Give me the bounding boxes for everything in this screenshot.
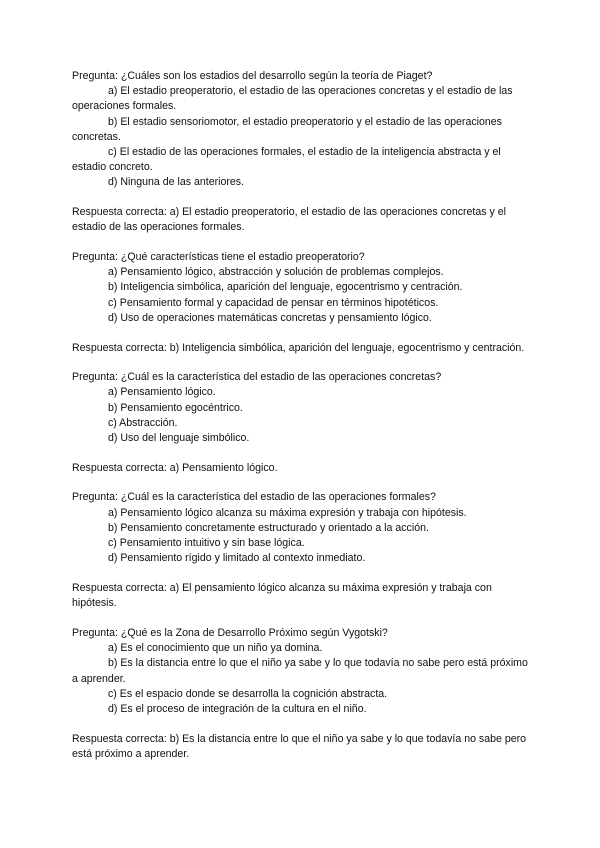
- option-text: a) Pensamiento lógico alcanza su máxima expresión y trabaja con hipótesis.: [108, 506, 467, 519]
- answer-block: [72, 732, 532, 762]
- answer-block: [72, 461, 532, 476]
- answer-block: [72, 205, 532, 235]
- option-text: b) Pensamiento concretamente estructurado y orientado a la acción.: [108, 521, 429, 534]
- option-text: d) Pensamiento rígido y limitado al contexto inmediato.: [108, 552, 366, 565]
- question-block: [72, 490, 532, 566]
- document-page: [72, 69, 532, 777]
- answer-text: Respuesta correcta: a) El estadio preoperatorio, el estadio de las operaciones concretas y el estadio de las operaciones formales.: [72, 206, 506, 234]
- answer-text: Respuesta correcta: a) El pensamiento lógico alcanza su máxima expresión y trabaja con hipótesis.: [72, 581, 492, 610]
- option-text: d) Uso del lenguaje simbólico.: [108, 432, 250, 445]
- option-text: a) Pensamiento lógico, abstracción y solución de problemas complejos.: [108, 266, 444, 279]
- option-text: b) El estadio sensoriomotor, el estadio preoperatorio y el estadio de las operaciones concretas.: [72, 115, 502, 143]
- option-text: c) Es el espacio donde se desarrolla la cognición abstracta.: [108, 687, 388, 700]
- answer-block: [72, 341, 532, 356]
- option-text: d) Es el proceso de integración de la cultura en el niño.: [108, 702, 367, 715]
- question-block: [72, 370, 532, 446]
- question-block: [72, 626, 532, 717]
- option-text: c) El estadio de las operaciones formales, el estadio de la inteligencia abstracta y el estadio concreto.: [72, 146, 501, 174]
- answer-text: Respuesta correcta: b) Es la distancia entre lo que el niño ya sabe y lo que todavía no sabe pero está próximo a aprender.: [72, 732, 527, 760]
- option-text: a) Es el conocimiento que un niño ya domina.: [108, 642, 323, 655]
- answer-block: [72, 581, 532, 611]
- option-text: b) Pensamiento egocéntrico.: [108, 401, 243, 414]
- answer-text: Respuesta correcta: b) Inteligencia simbólica, aparición del lenguaje, egocentrismo y centración.: [72, 341, 525, 354]
- answer-text: Respuesta correcta: a) Pensamiento lógico.: [72, 461, 278, 474]
- question-block: [72, 250, 532, 326]
- option-text: c) Abstracción.: [108, 416, 178, 429]
- option-text: c) Pensamiento intuitivo y sin base lógica.: [108, 537, 305, 550]
- option-text: a) El estadio preoperatorio, el estadio de las operaciones concretas y el estadio de las operaciones formales.: [72, 85, 513, 113]
- option-text: d) Ninguna de las anteriores.: [108, 176, 245, 189]
- question-text: Pregunta: ¿Qué características tiene el estadio preoperatorio?: [72, 251, 365, 264]
- option-text: b) Inteligencia simbólica, aparición del lenguaje, egocentrismo y centración.: [108, 281, 463, 294]
- question-text: Pregunta: ¿Cuál es la característica del estadio de las operaciones formales?: [72, 491, 436, 504]
- option-text: b) Es la distancia entre lo que el niño ya sabe y lo que todavía no sabe pero está próximo a aprender.: [72, 657, 528, 685]
- option-text: a) Pensamiento lógico.: [108, 386, 216, 399]
- question-text: Pregunta: ¿Cuál es la característica del estadio de las operaciones concretas?: [72, 371, 442, 384]
- question-text: Pregunta: ¿Cuáles son los estadios del desarrollo según la teoría de Piaget?: [72, 70, 433, 82]
- option-text: d) Uso de operaciones matemáticas concretas y pensamiento lógico.: [108, 311, 432, 324]
- question-text: Pregunta: ¿Qué es la Zona de Desarrollo Próximo según Vygotski?: [72, 626, 388, 639]
- question-block: [72, 69, 532, 191]
- option-text: c) Pensamiento formal y capacidad de pensar en términos hipotéticos.: [108, 296, 439, 309]
